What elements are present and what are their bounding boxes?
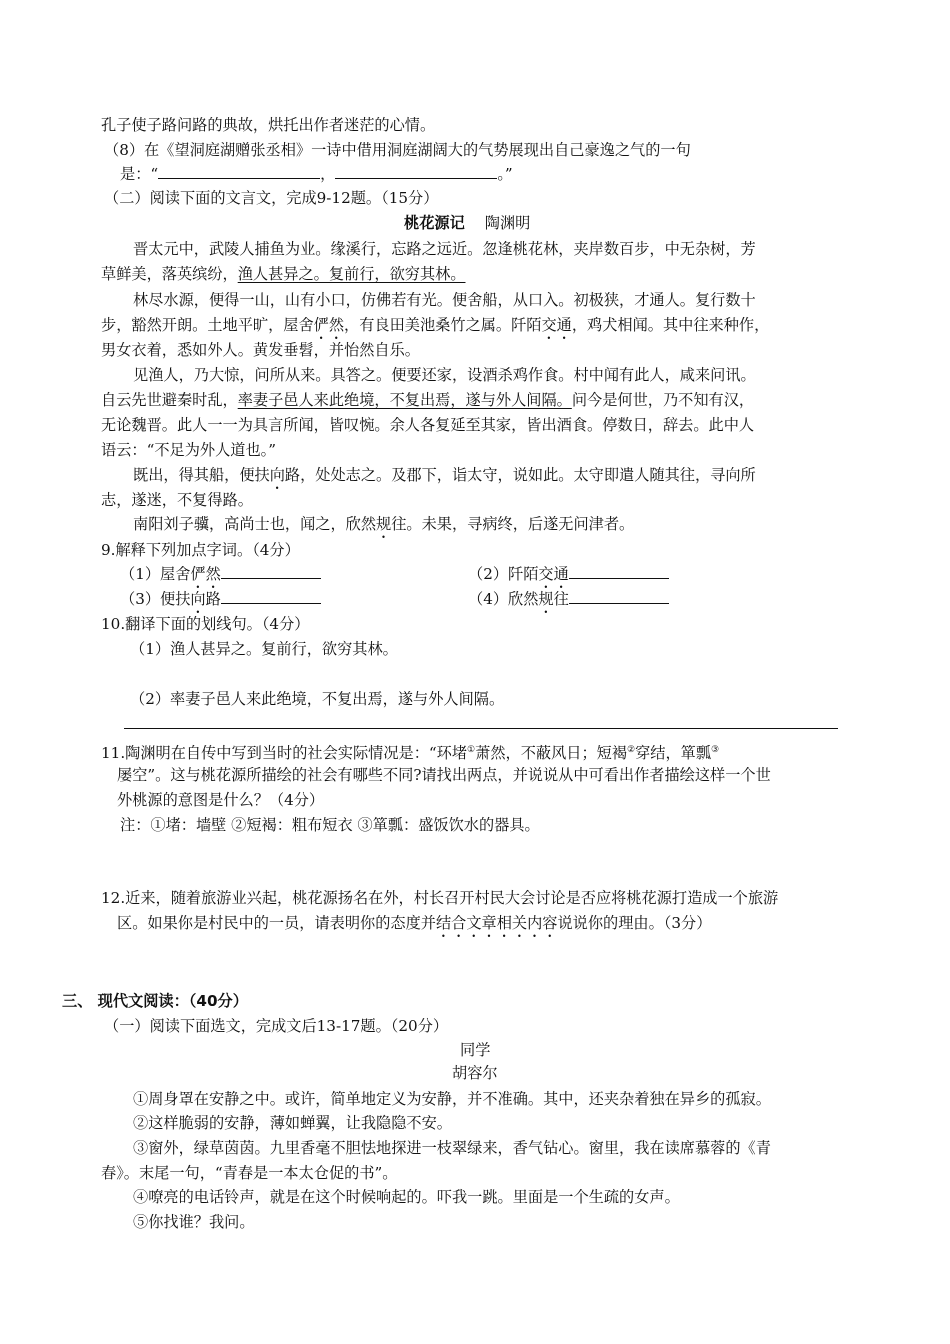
section-2-heading: （二）阅读下面的文言文，完成9-12题。（15分） [104,189,439,207]
q12-line1: 12.近来，随着旅游业兴起，桃花源扬名在外，村长召开村民大会讨论是否应将桃花源打造成一个旅游 [101,889,779,907]
q9-item-3: （3）便扶向路 [120,588,321,617]
q11-line2: 屡空”。这与桃花源所描绘的社会有哪些不同?请找出两点，并说说从中可看出作者描绘这样一个世 [117,766,771,784]
passage-p1-line1: 晋太元中，武陵人捕鱼为业。缘溪行，忘路之远近。忽逢桃花林，夹岸数百步，中无杂树，芳 [133,240,756,258]
q10-answer-rule[interactable] [124,728,838,729]
passage-p2-line3: 男女衣着，悉如外人。黄发垂髫，并怡然自乐。 [101,341,420,359]
q8-blank-2[interactable] [335,164,497,179]
q8-answer-line: 是：“ ， 。” [120,165,513,183]
passage-p4-line1: 既出，得其船，便扶向路，处处志之。及郡下，诣太守，说如此。太守即遣人随其往，寻向所 [133,466,756,484]
underlined-sentence-1: 渔人甚异之。复前行，欲穷其林。 [237,265,466,283]
article-para-3-cont: 春》。末尾一句，“青春是一本太仓促的书”。 [101,1164,398,1182]
q8-stem: （8）在《望洞庭湖赠张丞相》一诗中借用洞庭湖阔大的气势展现出自己豪逸之气的一句 [104,141,691,159]
q9-blank-2[interactable] [569,564,669,579]
carryover-line: 孔子使子路问路的典故，烘托出作者迷茫的心情。 [101,116,436,134]
q10-sentence-2: （2）率妻子邑人来此绝境，不复出焉，遂与外人间隔。 [130,690,505,708]
q11-line3: 外桃源的意图是什么？（4分） [117,791,325,809]
passage-p2-line1: 林尽水源，便得一山，山有小口，仿佛若有光。便舍船，从口入。初极狭，才通人。复行数十 [133,291,756,309]
article-title: 同学 [460,1041,491,1059]
article-para-2: ②这样脆弱的安静，薄如蝉翼，让我隐隐不安。 [133,1114,452,1132]
passage-p3-line2: 自云先世避秦时乱，率妻子邑人来此绝境，不复出焉，遂与外人间隔。问今是何世，乃不知有汉， [101,391,755,409]
article-para-3: ③窗外，绿草茵茵。九里香毫不胆怯地探进一枝翠绿来，香气钻心。窗里，我在读席慕蓉的《青 [133,1139,771,1157]
passage-p3-line1: 见渔人，乃大惊，问所从来。具答之。便要还家，设酒杀鸡作食。村中闻有此人，咸来问讯。 [133,366,756,384]
article-para-5: ⑤你找谁？我问。 [133,1213,255,1231]
passage-p2-line2: 步，豁然开朗。土地平旷，屋舍俨然，有良田美池桑竹之属。阡陌交通，鸡犬相闻。其中往来种作， [101,316,770,334]
article-para-1: ①周身罩在安静之中。或许，简单地定义为安静，并不准确。其中，还夹杂着独在异乡的孤寂。 [133,1090,771,1108]
q9-blank-4[interactable] [569,589,669,604]
section-3-heading: 三、 现代文阅读：（40分） [62,992,248,1010]
q10-sentence-1: （1）渔人甚异之。复前行，欲穷其林。 [130,640,398,658]
q9-item-4: （4）欣然规往 [468,588,669,617]
passage-p3-line4: 语云：“不足为外人道也。” [101,441,276,459]
q9-item-1: （1）屋舍俨然 [120,563,321,592]
underlined-sentence-2: 率妻子邑人来此绝境，不复出焉，遂与外人间隔。 [237,391,572,409]
q9-stem: 9.解释下列加点字词。（4分） [101,541,300,559]
article-author: 胡容尔 [452,1064,498,1082]
q8-blank-1[interactable] [158,164,320,179]
q11-line1: 11.陶渊明在自传中写到当时的社会实际情况是：“环堵①萧然，不蔽风日；短褐②穿结，箪瓢③ [101,744,720,762]
section-3-sub: （一）阅读下面选文，完成文后13-17题。（20分） [104,1017,449,1035]
passage-title-line [404,212,530,234]
passage-p1-line2: 草鲜美，落英缤纷，渔人甚异之。复前行，欲穷其林。 [101,265,466,283]
q11-note: 注：①堵：墙壁 ②短褐：粗布短衣 ③箪瓢：盛饭饮水的器具。 [120,816,540,834]
q9-item-2: （2）阡陌交通 [468,563,669,592]
passage-p5: 南阳刘子骥，高尚士也，闻之，欣然规往。未果，寻病终，后遂无问津者。 [133,515,635,533]
q9-blank-3[interactable] [221,589,321,604]
q12-line2: 区。如果你是村民中的一员，请表明你的态度并结合文章相关内容说说你的理由。（3分） [117,914,712,932]
passage-p4-line2: 志，遂迷，不复得路。 [101,491,253,509]
passage-p3-line3: 无论魏晋。此人一一为具言所闻，皆叹惋。余人各复延至其家，皆出酒食。停数日，辞去。此中人 [101,416,755,434]
passage-title: 桃花源记 [404,214,465,232]
q9-blank-1[interactable] [221,564,321,579]
article-para-4: ④嘹亮的电话铃声，就是在这个时候响起的。吓我一跳。里面是一个生疏的女声。 [133,1188,680,1206]
passage-author: 陶渊明 [484,214,531,232]
q10-stem: 10.翻译下面的划线句。（4分） [101,615,310,633]
